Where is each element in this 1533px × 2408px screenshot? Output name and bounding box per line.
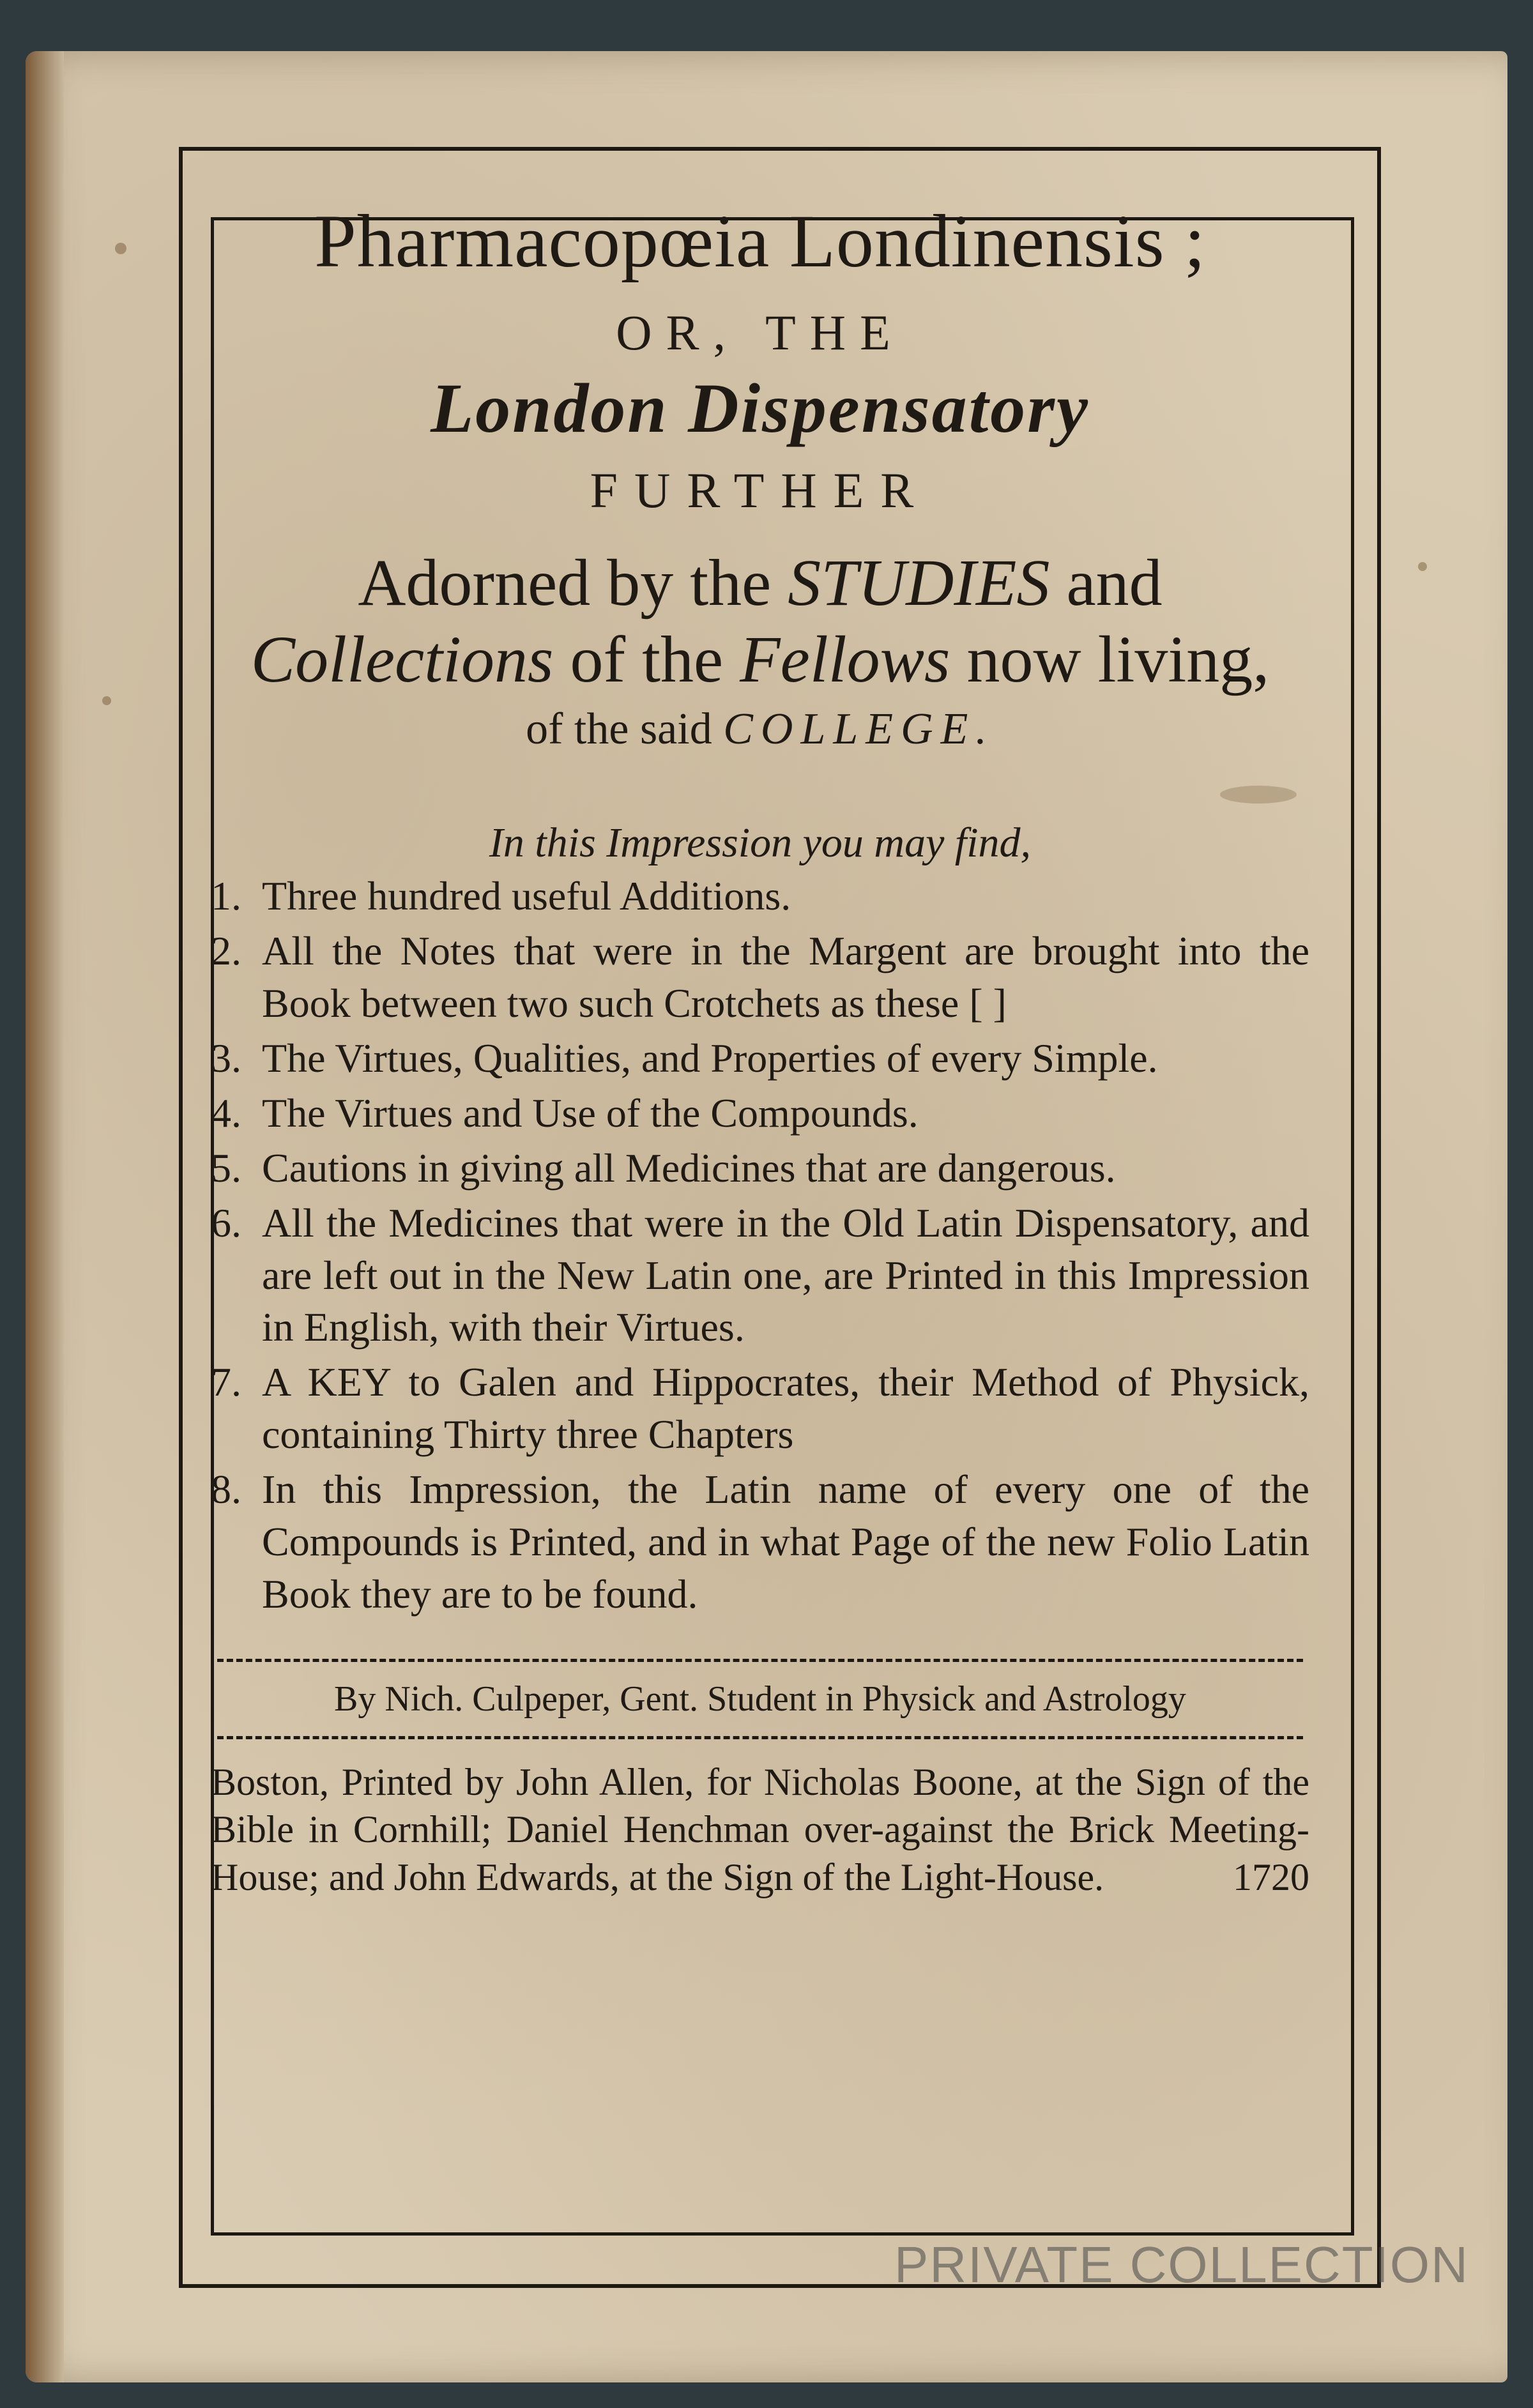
author-line: By Nich. Culpeper, Gent. Student in Physick and Astrology: [334, 1679, 1186, 1719]
said-college-line: [211, 704, 1309, 755]
list-item: 6. All the Medicines that were in the Old Latin Dispensatory, and are left out in the New Latin one, are Printed in this Impression in English, with their Virtues.: [211, 1200, 1309, 1350]
list-item: 7. A KEY to Galen and Hippocrates, their Method of Physick, containing Thirty three Chapters: [211, 1359, 1309, 1458]
list-item: 5. Cautions in giving all Medicines that are dangerous.: [211, 1145, 1116, 1191]
adorned-block: [211, 545, 1309, 697]
title-content: [211, 185, 1309, 1901]
list-item: 8. In this Impression, the Latin name of every one of the Compounds is Printed, and in what Page of the new Folio Latin Book they are to be found.: [211, 1467, 1309, 1617]
foxing-spot: [102, 696, 111, 705]
imprint-block: [211, 1758, 1309, 1901]
list-item: 3. The Virtues, Qualities, and Properties of every Simple.: [211, 1035, 1158, 1081]
adorned-text: Adorned by the: [358, 546, 772, 620]
and-word: and: [1066, 546, 1163, 620]
adorned-line-2: [211, 621, 1309, 698]
book-title: Pharmacopœia Londinensis ;: [314, 199, 1206, 283]
now-living-text: now living,: [966, 622, 1270, 696]
book-gutter: [26, 51, 64, 2382]
of-the-word: of the: [570, 622, 724, 696]
collections-word: Collections: [250, 622, 554, 696]
subtitle-blackletter: London Dispensatory: [431, 369, 1090, 447]
private-collection-watermark: PRIVATE COLLECTION: [894, 2236, 1469, 2293]
said-text: of the said: [526, 705, 712, 754]
impression-heading: In this Impression you may find,: [489, 819, 1032, 867]
list-item: 1. Three hundred useful Additions.: [211, 873, 791, 919]
imprint-year: 1720: [1233, 1856, 1309, 1898]
college-word: COLLEGE.: [723, 705, 995, 754]
divider-rule: [217, 1736, 1303, 1739]
further-line: FURTHER: [590, 462, 931, 518]
fellows-word: Fellows: [740, 622, 950, 696]
studies-word: STUDIES: [788, 546, 1050, 620]
foxing-spot: [1418, 562, 1427, 571]
list-item: 2. All the Notes that were in the Margent are brought into the Book between two such Crotchets as these [ ]: [211, 928, 1309, 1026]
contents-list: [211, 870, 1309, 1620]
imprint-text: Boston, Printed by John Allen, for Nicholas Boone, at the Sign of the Bible in Cornhill; Daniel Henchman over-against the Brick Meeting-House; and John Edwards, at the Sign of the Light-House.: [211, 1760, 1309, 1898]
adorned-line-1: [211, 545, 1309, 621]
spacer: [211, 1620, 1309, 1659]
divider-rule: [217, 1659, 1303, 1662]
foxing-spot: [115, 243, 126, 254]
list-item: 4. The Virtues and Use of the Compounds.: [211, 1090, 919, 1136]
or-the-line: OR, THE: [616, 305, 904, 360]
